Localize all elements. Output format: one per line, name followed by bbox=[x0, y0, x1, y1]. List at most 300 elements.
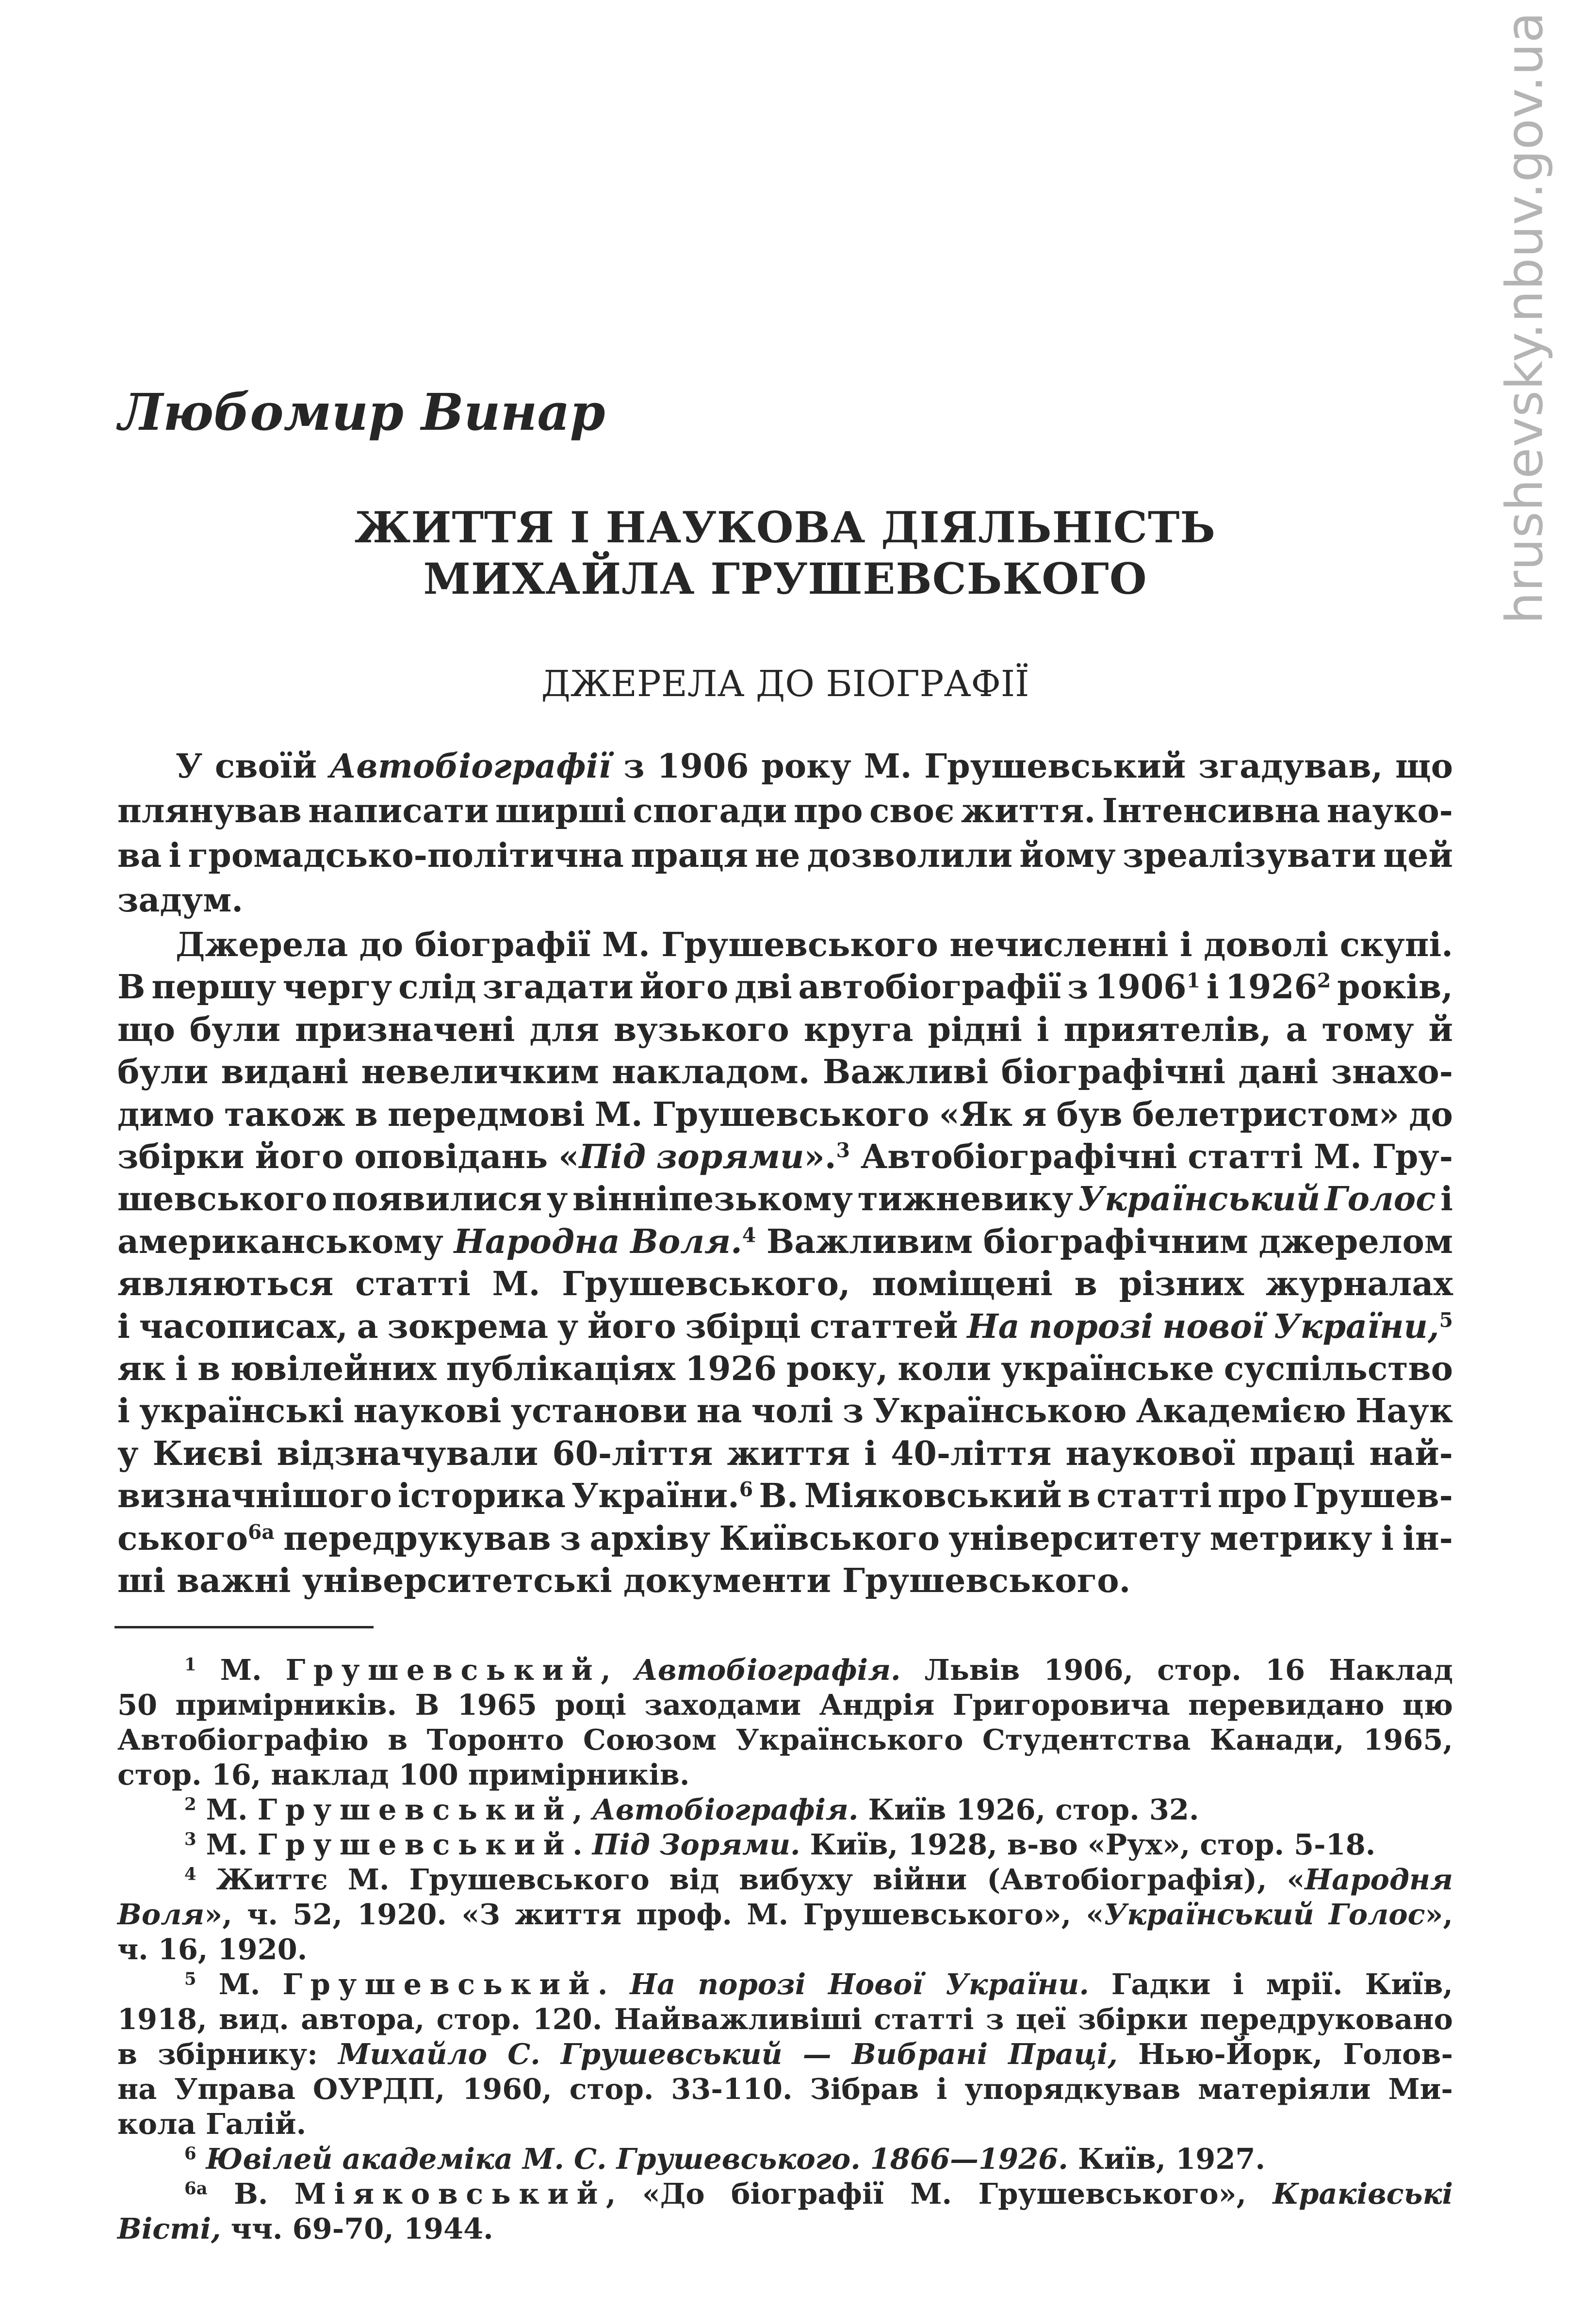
text: М. bbox=[220, 1653, 262, 1687]
text: М. bbox=[594, 1095, 643, 1134]
spaced-author-name: Грушевський bbox=[282, 1967, 598, 2001]
footnote-line bbox=[117, 1688, 1453, 1723]
word bbox=[117, 789, 302, 833]
text: 60-ліття bbox=[552, 1434, 713, 1473]
italic-text: Голос bbox=[1324, 1180, 1436, 1219]
word bbox=[117, 2107, 196, 2142]
word bbox=[361, 1050, 599, 1094]
word bbox=[206, 1827, 248, 1862]
word bbox=[759, 1474, 798, 1518]
word bbox=[602, 923, 650, 967]
word bbox=[555, 1688, 626, 1723]
text: Києві bbox=[152, 1434, 263, 1473]
word bbox=[184, 1827, 196, 1862]
spaced-author-name: Грушевський bbox=[257, 1793, 573, 1826]
italic-text: На bbox=[967, 1307, 1020, 1346]
text: матеріяли bbox=[1198, 2072, 1371, 2106]
word bbox=[1403, 1688, 1453, 1723]
italic-text: зорями bbox=[656, 1138, 804, 1176]
word bbox=[1343, 2037, 1453, 2072]
text: від bbox=[669, 1863, 719, 1896]
text: до bbox=[359, 926, 404, 964]
word bbox=[1022, 1093, 1046, 1137]
text: і bbox=[168, 836, 181, 875]
word bbox=[1078, 2142, 1166, 2177]
word bbox=[301, 2002, 424, 2037]
word bbox=[176, 923, 348, 967]
article-title-line-2: МИХАЙЛА ГРУШЕВСЬКОГО bbox=[423, 553, 1147, 604]
word bbox=[117, 2002, 207, 2037]
text: Київ, bbox=[1077, 2142, 1166, 2176]
footnote-line bbox=[184, 1967, 1453, 2002]
text: ч. bbox=[247, 1898, 278, 1931]
text: років, bbox=[1337, 968, 1453, 1007]
word bbox=[1096, 1474, 1212, 1518]
text: круга bbox=[803, 1010, 914, 1049]
text: цей bbox=[1383, 836, 1453, 875]
text: у bbox=[546, 1180, 568, 1219]
word bbox=[483, 965, 634, 1009]
italic-text: Автобіографія. bbox=[634, 1653, 901, 1687]
text: ші bbox=[117, 1561, 165, 1600]
italic-text: М. bbox=[522, 2142, 564, 2176]
text: цю bbox=[1402, 1688, 1453, 1722]
word bbox=[986, 2002, 1004, 2037]
word bbox=[427, 1723, 564, 1757]
text: стор. bbox=[569, 2072, 654, 2106]
text: «Як bbox=[939, 1095, 1013, 1134]
text: упорядкував bbox=[964, 2072, 1181, 2106]
text: Галій. bbox=[205, 2107, 307, 2141]
text: у bbox=[557, 1307, 579, 1346]
footnote-line bbox=[184, 2177, 1453, 2211]
text: Канади, bbox=[1209, 1723, 1344, 1756]
word bbox=[979, 2177, 1247, 2211]
text: ва bbox=[117, 836, 162, 875]
author-name: Любомир Винар bbox=[118, 382, 605, 442]
text: М. bbox=[218, 1967, 261, 2001]
text: праці bbox=[1249, 1434, 1355, 1473]
word bbox=[1198, 745, 1383, 788]
text: М. bbox=[602, 926, 650, 964]
italic-text: Під bbox=[579, 1138, 646, 1176]
word bbox=[1001, 1347, 1214, 1391]
word bbox=[1224, 1347, 1453, 1391]
text: також bbox=[224, 1095, 345, 1134]
word bbox=[910, 2177, 952, 2211]
text: кола bbox=[117, 2107, 196, 2141]
word bbox=[767, 1220, 973, 1264]
word bbox=[1175, 2142, 1265, 2177]
word bbox=[967, 1305, 1019, 1349]
text: проф. bbox=[636, 1898, 733, 1931]
text: Студентства bbox=[982, 1723, 1191, 1756]
text: важні bbox=[177, 1561, 291, 1600]
word bbox=[1188, 1135, 1303, 1179]
word bbox=[864, 745, 912, 788]
footnote-marker: 6 bbox=[739, 1478, 753, 1501]
word bbox=[184, 2177, 208, 2211]
word bbox=[1055, 1792, 1140, 1827]
word bbox=[1102, 789, 1321, 833]
text: димо bbox=[117, 1095, 215, 1134]
word bbox=[387, 1305, 548, 1349]
text: », bbox=[204, 1898, 232, 1931]
word bbox=[117, 1474, 392, 1518]
word bbox=[810, 1305, 958, 1349]
footnote-divider bbox=[114, 1626, 374, 1628]
text: праця bbox=[631, 836, 749, 875]
text: « bbox=[558, 1138, 579, 1176]
text: слід bbox=[398, 968, 476, 1007]
word bbox=[1273, 1305, 1453, 1349]
text: джерелом bbox=[1258, 1222, 1453, 1261]
word bbox=[727, 1432, 850, 1476]
word bbox=[1287, 1862, 1452, 1897]
text: 1960, bbox=[462, 2072, 552, 2106]
word bbox=[1294, 1827, 1375, 1862]
word bbox=[803, 1897, 1072, 1932]
footnote-line bbox=[117, 2107, 1453, 2142]
text: і bbox=[1233, 1967, 1244, 2001]
word bbox=[348, 1862, 390, 1897]
text: 1906 bbox=[657, 747, 749, 786]
body-line bbox=[117, 1177, 1453, 1221]
text: шевського bbox=[117, 1180, 327, 1219]
word bbox=[642, 2177, 705, 2211]
word bbox=[898, 1347, 991, 1391]
word bbox=[338, 2037, 487, 2072]
word bbox=[552, 1432, 713, 1476]
word bbox=[1265, 1653, 1305, 1688]
text: , bbox=[605, 2177, 616, 2210]
text: ч. bbox=[117, 1933, 148, 1966]
word bbox=[117, 1135, 245, 1179]
word bbox=[117, 878, 243, 922]
text: збірки bbox=[1077, 2002, 1188, 2036]
text: М. bbox=[1313, 1138, 1362, 1176]
body-line bbox=[117, 1135, 1453, 1179]
word bbox=[399, 1757, 458, 1792]
word bbox=[1409, 1093, 1453, 1137]
text: і bbox=[864, 1434, 877, 1473]
text: Автобіографію bbox=[117, 1723, 369, 1756]
word bbox=[197, 1347, 220, 1391]
word bbox=[231, 2211, 283, 2246]
text: і bbox=[1206, 968, 1219, 1007]
text: Голов- bbox=[1343, 2037, 1453, 2071]
word bbox=[656, 1135, 850, 1179]
text: згадував, bbox=[1198, 747, 1383, 786]
footnote-marker: 6а bbox=[248, 1520, 275, 1544]
word bbox=[590, 1517, 711, 1560]
word bbox=[1273, 2177, 1453, 2211]
word bbox=[819, 1688, 935, 1723]
word bbox=[1381, 1517, 1394, 1560]
word bbox=[1266, 1262, 1453, 1306]
word bbox=[1157, 1653, 1241, 1688]
text: М. bbox=[206, 1793, 248, 1826]
word bbox=[734, 965, 792, 1009]
word bbox=[329, 745, 611, 788]
word bbox=[151, 965, 276, 1009]
word bbox=[588, 1305, 676, 1349]
word bbox=[117, 834, 162, 878]
text: Наклад bbox=[1329, 1653, 1453, 1687]
word bbox=[1210, 1517, 1372, 1560]
text: 69-70, bbox=[292, 2212, 394, 2245]
word bbox=[928, 1008, 1022, 1052]
body-line bbox=[117, 789, 1453, 833]
text: Академією bbox=[1136, 1392, 1346, 1430]
word bbox=[571, 1474, 753, 1518]
word bbox=[224, 1093, 345, 1137]
text: Зібрав bbox=[810, 2072, 919, 2106]
text: я bbox=[1022, 1095, 1047, 1134]
footnote-line bbox=[117, 1757, 1453, 1792]
text: Гадки bbox=[1111, 1967, 1211, 2001]
text: його bbox=[255, 1138, 344, 1176]
text: статтей bbox=[810, 1307, 958, 1346]
word bbox=[277, 1432, 539, 1476]
text: «До bbox=[642, 2177, 705, 2210]
text: вінніпезькому bbox=[572, 1180, 853, 1219]
text: з bbox=[623, 747, 645, 786]
text: Київського bbox=[719, 1519, 940, 1558]
word bbox=[1383, 834, 1453, 878]
text: часописах, bbox=[139, 1307, 348, 1346]
text: метрику bbox=[1209, 1519, 1372, 1558]
text: Грушевський bbox=[924, 747, 1186, 786]
word bbox=[630, 1967, 675, 2002]
word bbox=[117, 1517, 275, 1560]
word bbox=[698, 1967, 806, 2002]
body-line bbox=[117, 834, 1453, 878]
italic-text: Нової bbox=[828, 1967, 923, 2001]
word bbox=[495, 789, 626, 833]
word bbox=[1372, 1135, 1453, 1179]
word bbox=[640, 965, 729, 1009]
word bbox=[1388, 2072, 1453, 2107]
italic-text: Автобіографія. bbox=[592, 1793, 859, 1826]
word bbox=[868, 1792, 946, 1827]
text: примірників. bbox=[175, 1688, 397, 1722]
word bbox=[1428, 1008, 1452, 1052]
word bbox=[117, 1093, 214, 1137]
word bbox=[669, 1862, 719, 1897]
word bbox=[1008, 2037, 1118, 2072]
word bbox=[158, 1932, 208, 1967]
text: Важливим bbox=[766, 1222, 973, 1261]
text: визначнішого bbox=[117, 1477, 392, 1515]
word bbox=[653, 1093, 930, 1137]
text: . bbox=[597, 1967, 608, 2001]
word bbox=[530, 1008, 600, 1052]
italic-text: Зорями. bbox=[659, 1828, 800, 1861]
italic-text: України. bbox=[945, 1967, 1089, 2001]
text: коли bbox=[898, 1349, 992, 1388]
text: мрії. bbox=[1266, 1967, 1343, 2001]
word bbox=[117, 1757, 202, 1792]
word bbox=[631, 834, 748, 878]
word bbox=[1337, 965, 1453, 1009]
text: тижневику bbox=[857, 1180, 1074, 1219]
text: являються bbox=[117, 1265, 334, 1303]
text: передмові bbox=[388, 1095, 585, 1134]
word bbox=[685, 1347, 777, 1391]
word bbox=[221, 1050, 349, 1094]
text: М. bbox=[864, 747, 912, 786]
footnote-marker: 6 bbox=[184, 2144, 196, 2164]
word bbox=[437, 2002, 521, 2037]
word bbox=[184, 2142, 196, 2177]
word bbox=[1340, 923, 1453, 967]
text: і bbox=[117, 1307, 130, 1346]
text: М. bbox=[347, 1863, 390, 1896]
footnote-line bbox=[184, 1792, 1453, 1827]
text: доволі bbox=[1204, 926, 1329, 964]
text: для bbox=[529, 1010, 600, 1049]
word bbox=[217, 1932, 307, 1967]
text: 1944. bbox=[403, 2212, 493, 2245]
word bbox=[982, 1723, 1191, 1757]
text: й bbox=[1428, 1010, 1453, 1049]
text: документи bbox=[623, 1561, 831, 1600]
text: в bbox=[197, 1349, 221, 1388]
word bbox=[1365, 1967, 1453, 2002]
word bbox=[153, 1432, 263, 1476]
text: В. bbox=[233, 2177, 268, 2210]
text: плянував bbox=[117, 792, 302, 830]
word bbox=[117, 1177, 327, 1221]
word bbox=[190, 1008, 280, 1052]
text: архіву bbox=[589, 1519, 711, 1558]
word bbox=[1210, 1723, 1344, 1757]
word bbox=[1395, 745, 1453, 788]
word bbox=[657, 745, 749, 788]
footnote-line bbox=[117, 1897, 1453, 1932]
word bbox=[332, 1177, 542, 1221]
word bbox=[357, 1305, 378, 1349]
word bbox=[271, 1757, 389, 1792]
word bbox=[1250, 1432, 1355, 1476]
text: «З bbox=[461, 1898, 500, 1931]
word bbox=[175, 1688, 397, 1723]
text: чч. bbox=[230, 2212, 283, 2245]
body-line bbox=[117, 1093, 1453, 1137]
word bbox=[117, 2072, 157, 2107]
word bbox=[936, 2072, 947, 2107]
word bbox=[206, 1792, 248, 1827]
word bbox=[398, 1474, 566, 1518]
word bbox=[117, 2037, 137, 2072]
text: « bbox=[1287, 1863, 1305, 1896]
word bbox=[1200, 2002, 1453, 2037]
italic-text: України, bbox=[1273, 1307, 1439, 1346]
footnote-line bbox=[184, 1862, 1453, 1897]
italic-text: Грушевського. bbox=[616, 2142, 861, 2176]
text: перевидано bbox=[1188, 1688, 1385, 1722]
word bbox=[357, 1897, 447, 1932]
text: примірників. bbox=[468, 1758, 690, 1791]
text: біографії bbox=[731, 2177, 884, 2210]
word bbox=[697, 1389, 742, 1433]
text: вид. bbox=[219, 2002, 289, 2036]
word bbox=[1007, 1827, 1078, 1862]
text: , bbox=[572, 1793, 583, 1826]
text: Київ bbox=[868, 1793, 947, 1826]
word bbox=[623, 1559, 831, 1603]
word bbox=[184, 1967, 196, 2002]
text: заходами bbox=[644, 1688, 801, 1722]
word bbox=[804, 1008, 914, 1052]
word bbox=[803, 2037, 832, 2072]
italic-text: Автобіографії bbox=[329, 747, 611, 786]
word bbox=[869, 789, 954, 833]
text: нечисленні bbox=[949, 926, 1169, 964]
text: В bbox=[117, 968, 146, 1007]
text: життя bbox=[727, 1434, 850, 1473]
word bbox=[139, 1305, 347, 1349]
text: Київ, bbox=[1365, 1967, 1453, 2001]
text: поміщені bbox=[872, 1265, 1053, 1303]
word bbox=[388, 1723, 408, 1757]
footnote-marker: 1 bbox=[184, 1655, 196, 1675]
text: накладом. bbox=[612, 1053, 810, 1091]
text: році bbox=[555, 1688, 626, 1722]
text: наклад bbox=[271, 1758, 389, 1791]
word bbox=[630, 1220, 756, 1264]
footnote-marker: 6а bbox=[184, 2178, 208, 2199]
text: вибуху bbox=[739, 1863, 853, 1896]
footnote-line bbox=[117, 2002, 1453, 2037]
text: Українського bbox=[735, 1723, 963, 1756]
word bbox=[858, 1177, 1074, 1221]
word bbox=[117, 1897, 232, 1932]
word bbox=[1078, 2002, 1188, 2037]
word bbox=[735, 1723, 963, 1757]
word bbox=[117, 1432, 139, 1476]
text: Торонто bbox=[426, 1723, 564, 1756]
word bbox=[117, 1688, 157, 1723]
word bbox=[1322, 1008, 1414, 1052]
italic-text: Вибрані bbox=[851, 2037, 988, 2071]
text: не bbox=[755, 836, 800, 875]
body-line bbox=[117, 965, 1453, 1009]
word bbox=[212, 1757, 261, 1792]
word bbox=[614, 2002, 862, 2037]
text: різних bbox=[1119, 1265, 1244, 1303]
text: статті bbox=[355, 1265, 471, 1303]
word bbox=[948, 1517, 1201, 1560]
word bbox=[1111, 1967, 1211, 2002]
italic-text: Краківські bbox=[1273, 2177, 1453, 2210]
italic-text: Воля bbox=[117, 1898, 205, 1931]
word bbox=[282, 1967, 607, 2002]
text: видані bbox=[221, 1053, 349, 1091]
text: були bbox=[117, 1053, 209, 1091]
text: публікаціях bbox=[446, 1349, 675, 1388]
text: В. bbox=[759, 1477, 799, 1515]
body-line bbox=[176, 923, 1453, 967]
word bbox=[794, 789, 863, 833]
text: першу bbox=[151, 968, 277, 1007]
footnote-line bbox=[117, 2072, 1453, 2107]
text: суспільство bbox=[1224, 1349, 1453, 1388]
text: дозволили bbox=[807, 836, 1013, 875]
word bbox=[547, 1177, 568, 1221]
word bbox=[117, 1220, 443, 1264]
